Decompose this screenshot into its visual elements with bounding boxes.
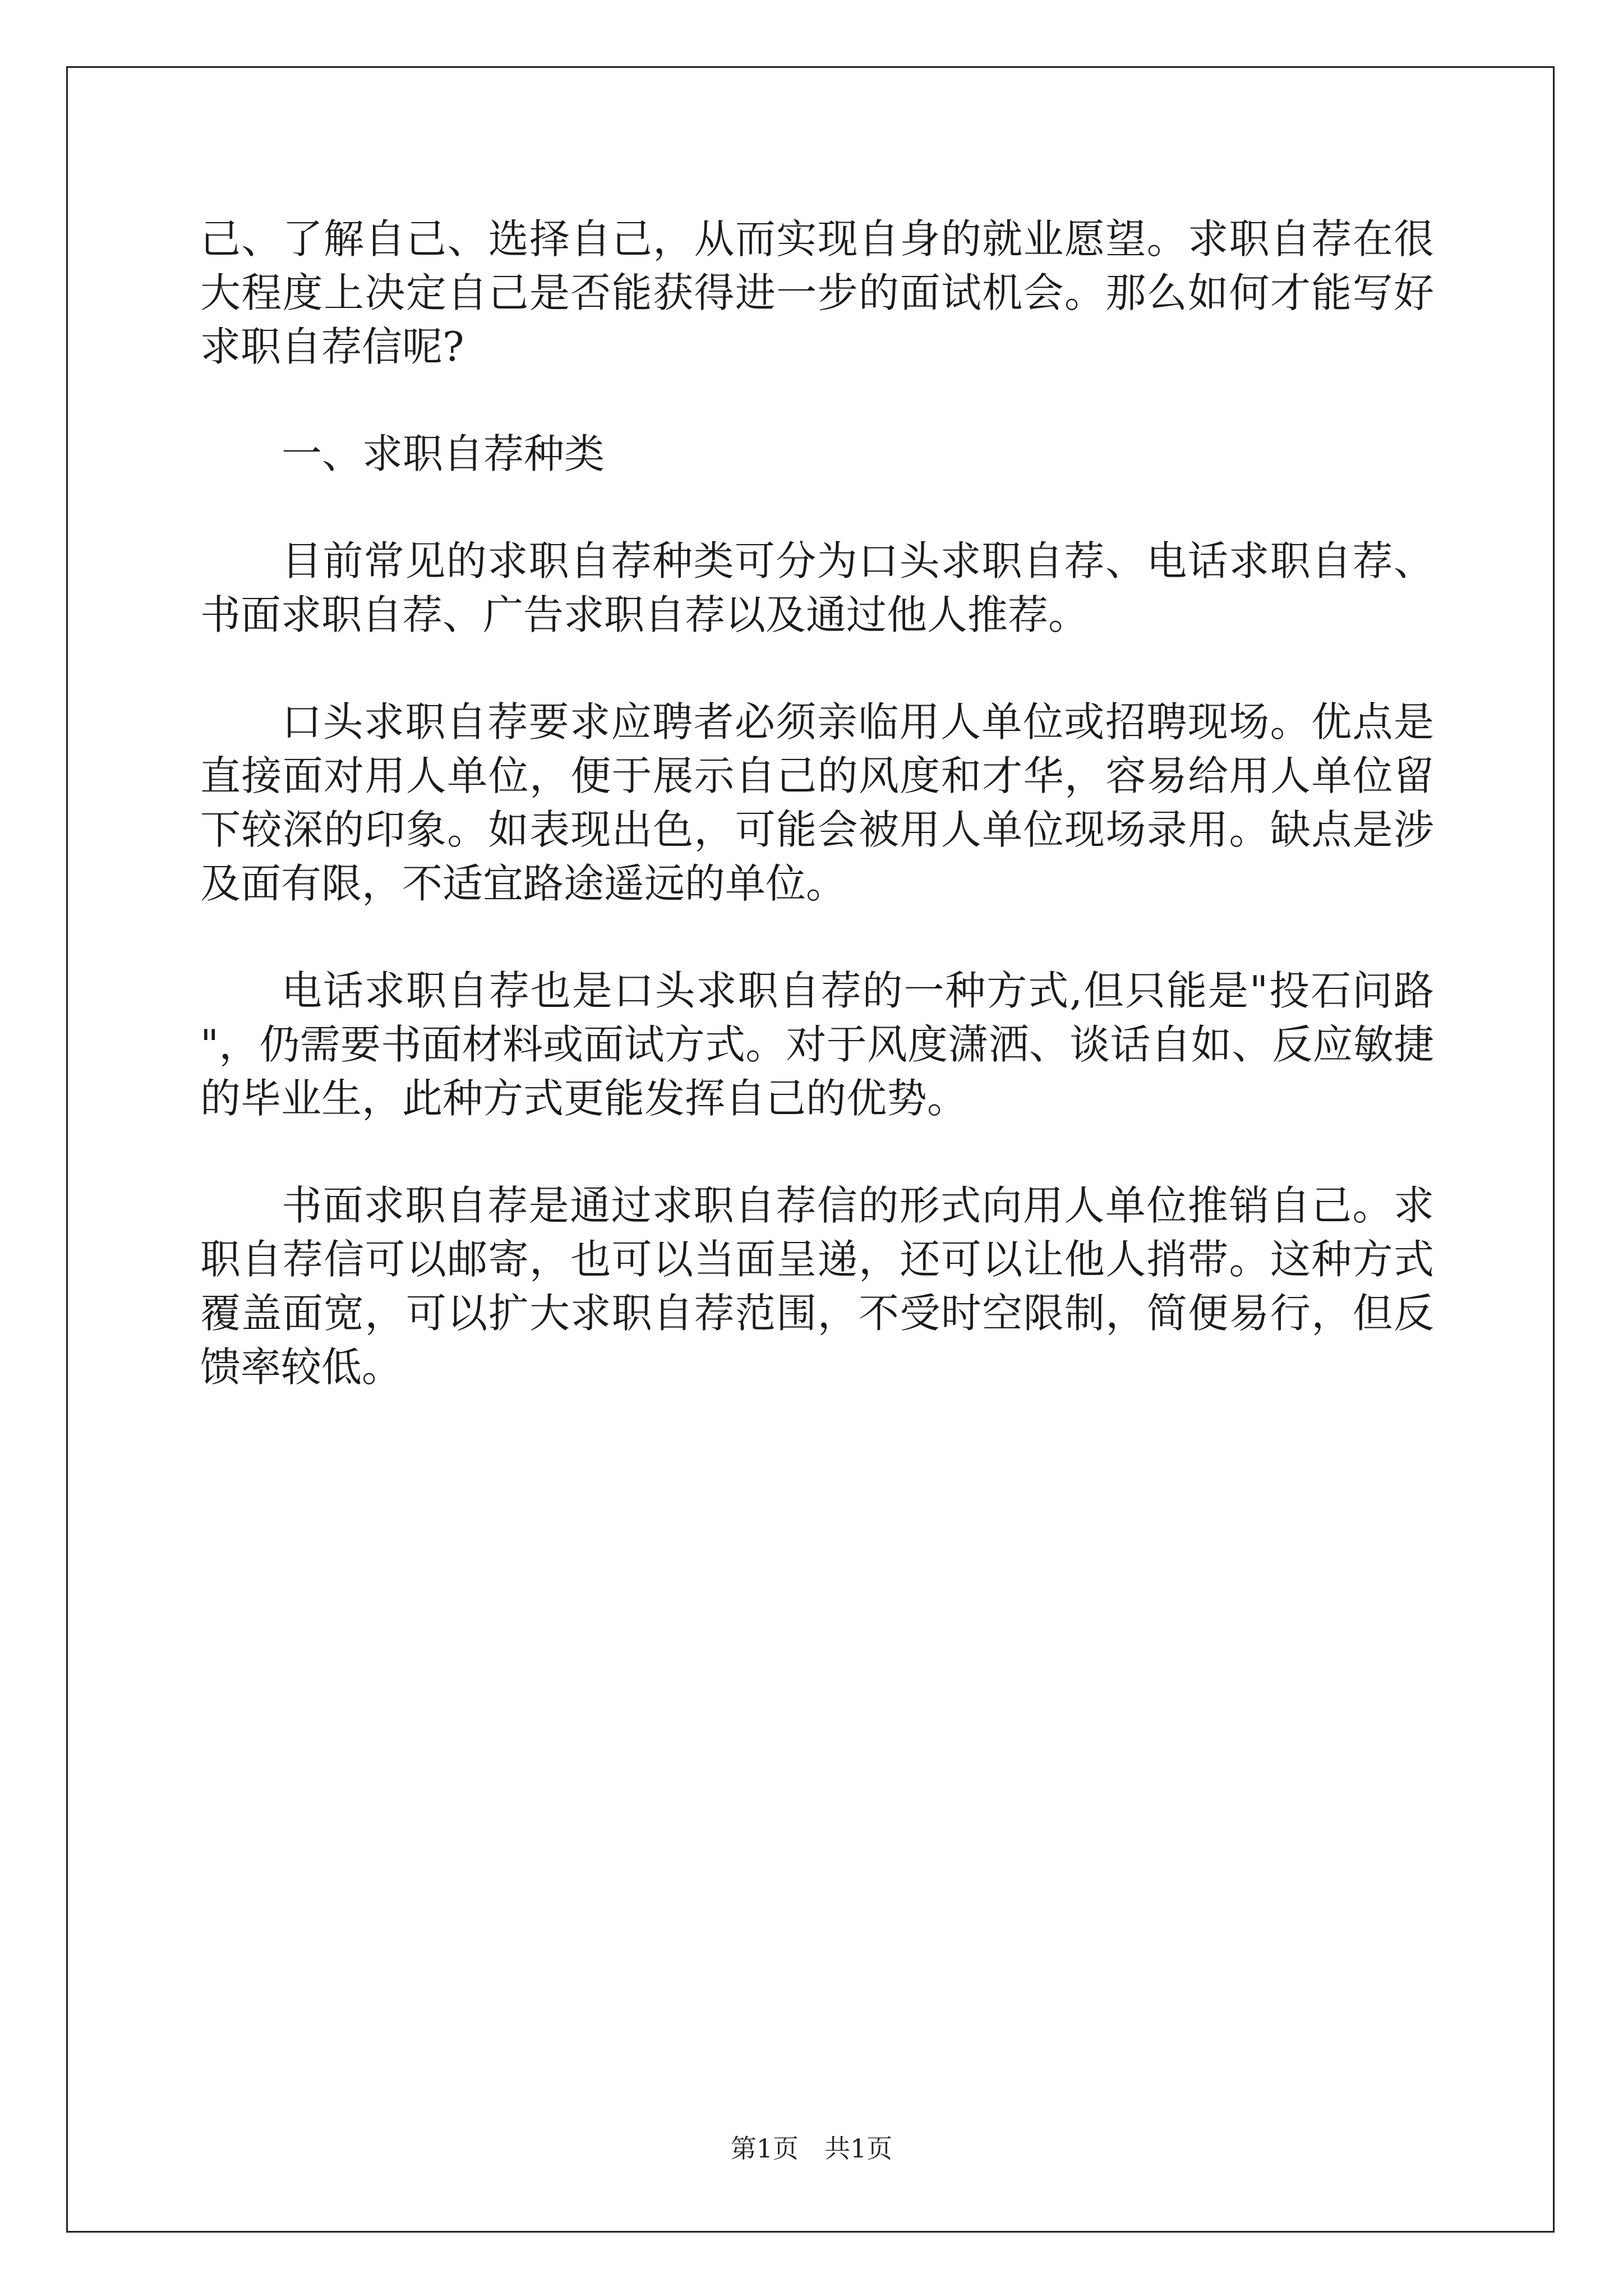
text-line: 书面求职自荐是通过求职自荐信的形式向用人单位推销自己。求 [282,1182,1434,1229]
text-line: 馈率较低。 [200,1343,403,1391]
text-line: "，仍需要书面材料或面试方式。对于风度潇洒、谈话自如、反应敏捷 [200,1021,1434,1068]
text-line: 覆盖面宽，可以扩大求职自荐范围，不受时空限制，简便易行，但反 [200,1290,1434,1337]
text-line: 下较深的印象。如表现出色，可能会被用人单位现场录用。缺点是涉 [200,806,1434,853]
text-line: 电话求职自荐也是口头求职自荐的一种方式,但只能是"投石问路 [282,967,1434,1014]
text-line: 职自荐信可以邮寄，也可以当面呈递，还可以让他人捎带。这种方式 [200,1236,1434,1283]
text-line: 大程度上决定自己是否能获得进一步的面试机会。那么如何才能写好 [200,269,1434,316]
text-line: 直接面对用人单位，便于展示自己的风度和才华，容易给用人单位留 [200,752,1434,799]
text-line: 口头求职自荐要求应聘者必须亲临用人单位或招聘现场。优点是 [282,698,1434,746]
text-line: 目前常见的求职自荐种类可分为口头求职自荐、电话求职自荐、 [282,537,1434,585]
section-heading: 一、求职自荐种类 [282,430,605,477]
page-footer: 第1页 共1页 [730,2133,893,2164]
text-line: 的毕业生，此种方式更能发挥自己的优势。 [200,1075,968,1122]
document-body [200,212,1434,1394]
text-line: 求职自荐信呢? [200,323,464,370]
text-line: 书面求职自荐、广告求职自荐以及通过他人推荐。 [200,591,1089,638]
text-line: 及面有限，不适宜路途遥远的单位。 [200,860,847,907]
text-line: 己、了解自己、选择自己，从而实现自身的就业愿望。求职自荐在很 [200,215,1434,263]
